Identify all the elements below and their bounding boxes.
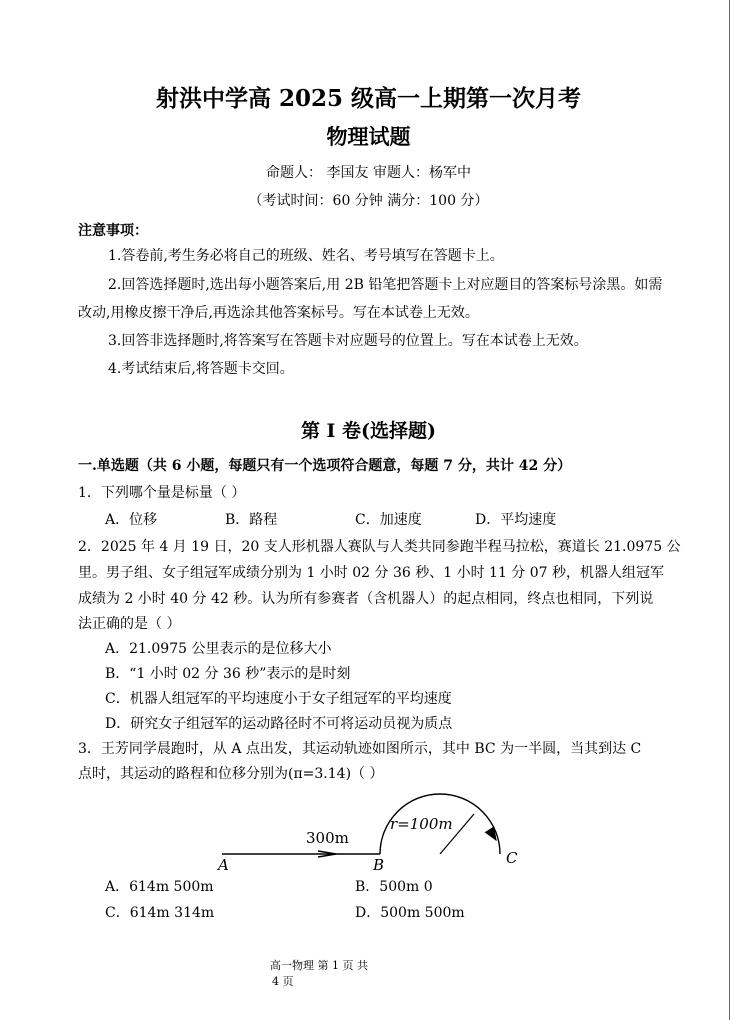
label-300m: 300m: [306, 829, 349, 847]
q2-stem-line-4: 法正确的是（ ）: [78, 616, 181, 632]
part-heading: 一.单选题（共 6 小题，每题只有一个选项符合题意，每题 7 分，共计 42 分）: [78, 458, 572, 474]
q1-option-d: D．平均速度: [475, 512, 557, 528]
q3-stem-line-2: 点时，其运动的路程和位移分别为(π=3.14)（ ）: [78, 766, 384, 782]
section-title: 第 I 卷(选择题): [300, 420, 437, 442]
point-a-label: A: [218, 856, 229, 874]
q3-option-b: B．500m 0: [355, 879, 433, 895]
notice-heading: 注意事项：: [78, 223, 148, 239]
footer-page-line-1: 高一物理 第 1 页 共: [270, 959, 368, 972]
q3-trajectory-figure: [200, 780, 540, 880]
q3-option-c: C．614m 314m: [105, 905, 215, 921]
q1-option-c: C．加速度: [355, 512, 422, 528]
footer-page-line-2: 4 页: [272, 975, 294, 988]
q3-stem-line-1: 3．王芳同学晨跑时，从 A 点出发，其运动轨迹如图所示，其中 BC 为一半圆，当其到达 C: [78, 741, 642, 757]
q2-option-c: C．机器人组冠军的平均速度小于女子组冠军的平均速度: [105, 691, 452, 707]
q2-stem-line-3: 成绩为 2 小时 40 分 42 秒。认为所有参赛者（含机器人）的起点相同，终点也相同，下列说: [78, 591, 654, 607]
exam-subtitle: 物理试题: [326, 124, 411, 149]
q3-option-d: D．500m 500m: [355, 905, 465, 921]
q2-option-b: B．“1 小时 02 分 36 秒”表示的是时刻: [105, 666, 351, 682]
page-margin-line: [729, 0, 730, 1020]
q2-stem-line-2: 里。男子组、女子组冠军成绩分别为 1 小时 02 分 36 秒、1 小时 11 分 07 秒，机器人组冠军: [78, 565, 665, 581]
q1-option-a: A．位移: [105, 512, 158, 528]
notice-item-1: 1.答卷前,考生务必将自己的班级、姓名、考号填写在答题卡上。: [108, 248, 504, 264]
author-line: 命题人： 李国友 审题人：杨军中: [266, 165, 471, 181]
notice-item-2: 2.回答选择题时,选出每小题答案后,用 2B 铅笔把答题卡上对应题目的答案标号涂黑。如需改动,用橡皮擦干净后,再选涂其他答案标号。写在本试卷上无效。: [78, 277, 663, 321]
label-radius: r=100m: [390, 815, 453, 833]
q2-option-a: A．21.0975 公里表示的是位移大小: [105, 641, 332, 657]
time-line: （考试时间：60 分钟 满分：100 分）: [248, 193, 489, 209]
q3-option-a: A．614m 500m: [105, 879, 214, 895]
exam-title: 射洪中学高 2025 级高一上期第一次月考: [155, 85, 582, 112]
q1-stem: 1．下列哪个量是标量（ ）: [78, 485, 246, 501]
point-b-label: B: [373, 856, 385, 874]
q1-option-b: B．路程: [225, 512, 278, 528]
point-c-label: C: [506, 849, 518, 867]
arrow-bc-icon: [491, 832, 496, 840]
q2-option-d: D．研究女子组冠军的运动路径时不可将运动员视为质点: [105, 716, 453, 732]
notice-item-4: 4.考试结束后,将答题卡交回。: [108, 361, 294, 377]
q2-stem-line-1: 2．2025 年 4 月 19 日，20 支人形机器人赛队与人类共同参跑半程马拉松，赛道长 21.0975 公: [78, 539, 681, 555]
notice-item-3: 3.回答非选择题时,将答案写在答题卡对应题号的位置上。写在本试卷上无效。: [108, 333, 588, 349]
